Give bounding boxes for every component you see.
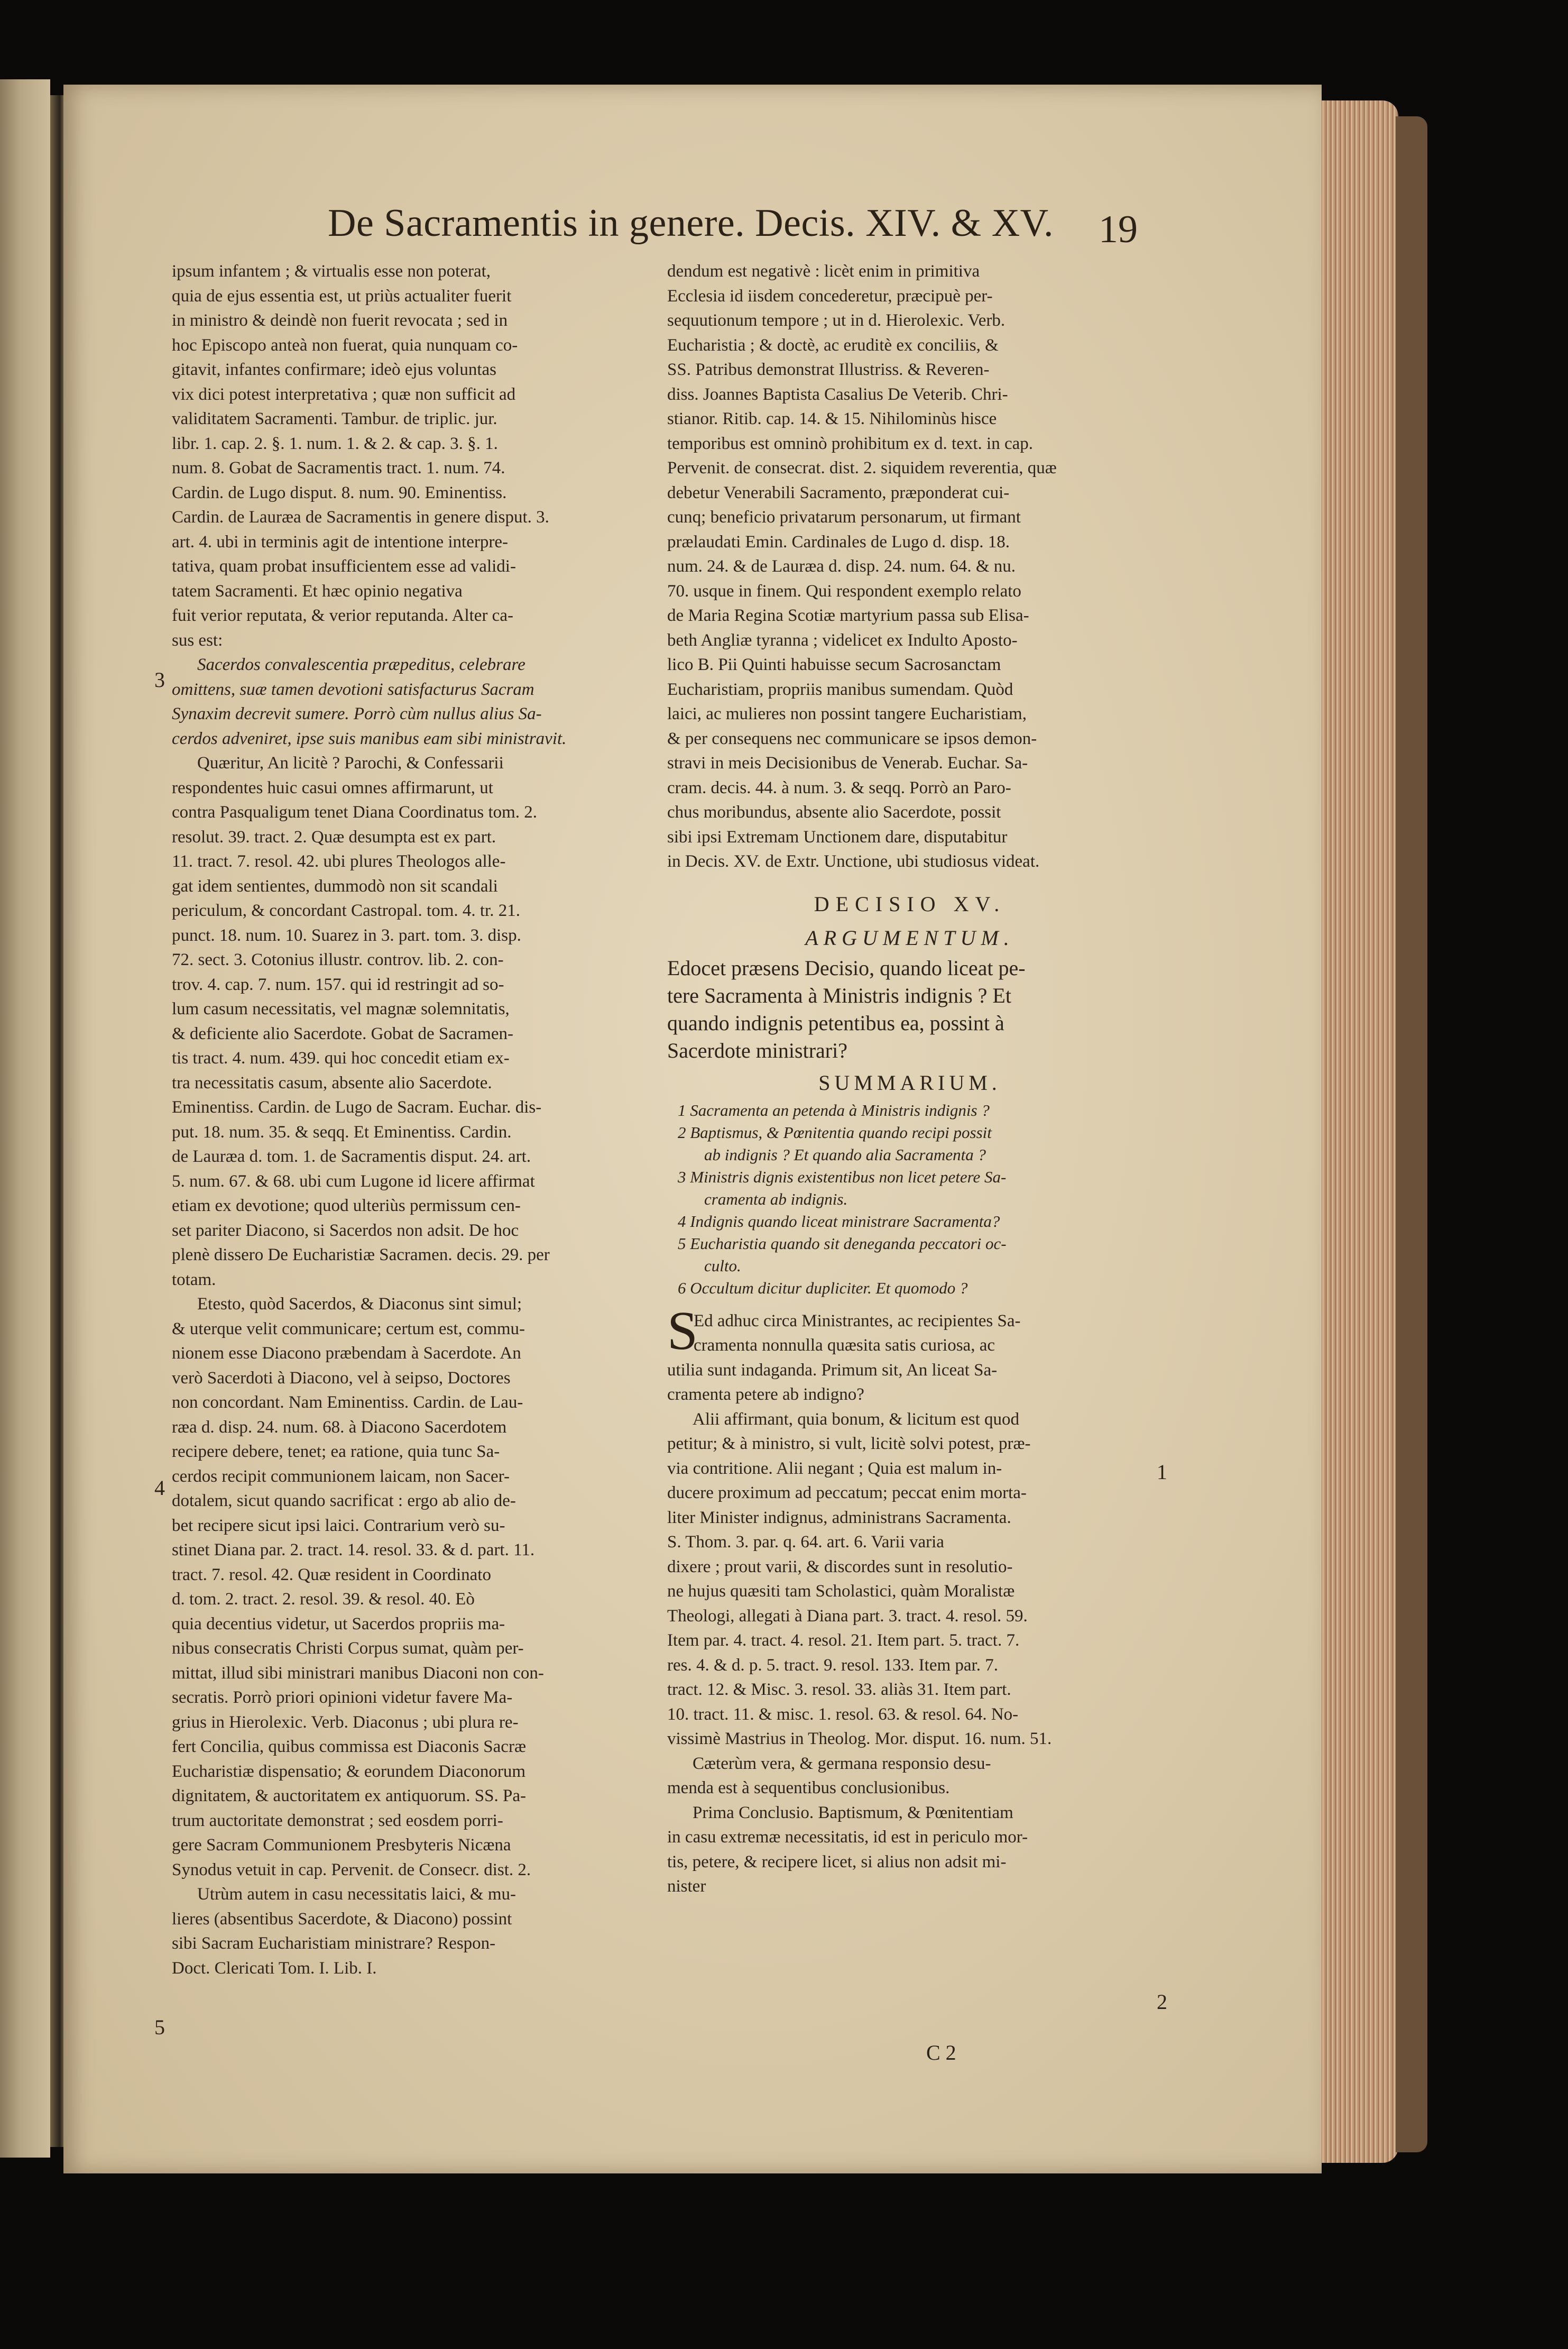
right-column-line: SS. Patribus demonstrat Illustriss. & Reveren- [667, 360, 990, 379]
right-column-line: menda est à sequentibus conclusionibus. [667, 1778, 950, 1797]
argumentum-line: Sacerdote ministrari? [667, 1038, 847, 1062]
left-column-line: Synodus vetuit in cap. Pervenit. de Consecr. dist. 2. [172, 1860, 531, 1879]
right-column [667, 259, 1152, 1899]
right-column-line: 70. usque in finem. Qui respondent exemplo relato [667, 581, 1021, 601]
left-column-line: Eminentiss. Cardin. de Lugo de Sacram. Euchar. dis- [172, 1098, 542, 1117]
left-column-line: ræa d. disp. 24. num. 68. à Diacono Sacerdotem [172, 1417, 507, 1437]
left-column-line: 72. sect. 3. Cotonius illustr. controv. lib. 2. con- [172, 950, 504, 969]
left-column-line: validitatem Sacramenti. Tambur. de triplic. jur. [172, 409, 497, 428]
summarium-heading: SUMMARIUM. [818, 1070, 1001, 1095]
right-column-line: prælaudati Emin. Cardinales de Lugo d. disp. 18. [667, 532, 1010, 552]
summarium-item: cramenta ab indignis. [704, 1189, 848, 1208]
page-block-edges [1319, 100, 1398, 2163]
left-column-line: respondentes huic casui omnes affirmarunt, ut [172, 778, 493, 797]
left-column-line: punct. 18. num. 10. Suarez in 3. part. tom. 3. disp. [172, 925, 521, 945]
left-column-line: periculum, & concordant Castropal. tom. 4. tr. 21. [172, 901, 520, 920]
left-column-line: plenè dissero De Eucharistiæ Sacramen. decis. 29. per [172, 1245, 550, 1264]
body-opening [667, 1300, 1152, 1361]
right-column-line: Eucharistiam, propriis manibus sumendam. Quòd [667, 680, 1013, 699]
left-column-line: trov. 4. cap. 7. num. 157. qui id restringit ad so- [172, 975, 504, 994]
right-column-line: Ecclesia id iisdem concederetur, præcipuè per- [667, 286, 993, 306]
right-column-line: Alii affirmant, quia bonum, & licitum est quod [693, 1409, 1020, 1429]
right-column-line: dendum est negativè : licèt enim in primitiva [667, 262, 980, 281]
left-column-line: cerdos adveniret, ipse suis manibus eam sibi ministravit. [172, 729, 567, 748]
body-first-lines [694, 1309, 1152, 1358]
summarium-item: 6 Occultum dicitur dupliciter. Et quomodo ? [678, 1278, 968, 1297]
right-column-line: temporibus est omninò prohibitum ex d. text. in cap. [667, 434, 1033, 453]
left-column-line: & deficiente alio Sacerdote. Gobat de Sacramen- [172, 1024, 513, 1043]
right-column-line: in casu extremæ necessitatis, id est in periculo mor- [667, 1828, 1028, 1847]
right-column-line: stianor. Ritib. cap. 14. & 15. Nihilominùs hisce [667, 409, 997, 428]
page-number: 19 [1099, 208, 1138, 251]
signature-mark: C 2 [926, 2041, 956, 2064]
left-column-line: lieres (absentibus Sacerdote, & Diacono) possint [172, 1909, 512, 1929]
left-column-line: Synaxim decrevit sumere. Porrò cùm nullus alius Sa- [172, 704, 542, 723]
left-column-line: tra necessitatis casum, absente alio Sacerdote. [172, 1073, 492, 1093]
right-column-line: cunq; beneficio privatarum personarum, ut firmant [667, 508, 1021, 527]
right-column-line: res. 4. & d. p. 5. tract. 9. resol. 133. Item par. 7. [667, 1655, 998, 1675]
left-column-line: non concordant. Nam Eminentiss. Cardin. de Lau- [172, 1393, 523, 1412]
left-column-line: omittens, suæ tamen devotioni satisfacturus Sacram [172, 680, 534, 699]
right-column-line: S. Thom. 3. par. q. 64. art. 6. Varii varia [667, 1533, 944, 1552]
left-column-line: in ministro & deindè non fuerit revocata ; sed in [172, 311, 508, 330]
right-column-line: de Maria Regina Scotiæ martyrium passa sub Elisa- [667, 606, 1029, 625]
left-column-line: libr. 1. cap. 2. §. 1. num. 1. & 2. & cap. 3. §. 1. [172, 434, 498, 453]
left-column-line: dignitatem, & auctoritatem ex antiquorum. SS. Pa- [172, 1786, 526, 1805]
left-column-line: tatem Sacramenti. Et hæc opinio negativa [172, 581, 463, 601]
body-first-line: Ed adhuc circa Ministrantes, ac recipientes Sa- [694, 1311, 1021, 1331]
right-column-line: cram. decis. 44. à num. 3. & seqq. Porrò an Paro- [667, 778, 1011, 797]
left-column [172, 259, 685, 1980]
left-column-line: Doct. Clericati Tom. I. Lib. I. [172, 1958, 377, 1978]
right-column-line: sibi ipsi Extremam Unctionem dare, disputabitur [667, 827, 1008, 847]
summarium-item: 4 Indignis quando liceat ministrare Sacramenta? [678, 1212, 1000, 1231]
right-column-line: dixere ; prout varii, & discordes sunt in resolutio- [667, 1557, 1013, 1576]
left-column-line: vix dici potest interpretativa ; quæ non sufficit ad [172, 384, 516, 404]
left-column-line: tativa, quam probat insufficientem esse ad validi- [172, 557, 516, 576]
left-column-line: de Lauræa d. tom. 1. de Sacramentis disput. 24. art. [172, 1147, 531, 1166]
right-column-line: & per consequens nec communicare se ipsos demon- [667, 729, 1037, 748]
left-column-line: sus est: [172, 630, 223, 650]
left-column-line: hoc Episcopo anteà non fuerat, quia nunquam co- [172, 335, 518, 355]
left-column-line: gere Sacram Communionem Presbyteris Nicæna [172, 1836, 511, 1855]
margin-number-4: 4 [154, 1476, 165, 1500]
left-column-line: sibi Sacram Eucharistiam ministrare? Respon- [172, 1934, 496, 1953]
left-column-line: trum auctoritate demonstrat ; sed eosdem porri- [172, 1811, 503, 1830]
right-column-line: in Decis. XV. de Extr. Unctione, ubi studiosus videat. [667, 852, 1040, 871]
right-column-line: lico B. Pii Quinti habuisse secum Sacrosanctam [667, 655, 1001, 674]
left-column-line: gitavit, infantes confirmare; ideò ejus voluntas [172, 360, 496, 379]
argumentum-line: Edocet præsens Decisio, quando liceat pe- [667, 956, 1026, 980]
left-column-line: mittat, illud sibi ministrari manibus Diaconi non con- [172, 1663, 544, 1683]
right-column-line: ducere proximum ad peccatum; peccat enim morta- [667, 1483, 1027, 1502]
right-column-line: Eucharistia ; & doctè, ac eruditè ex conciliis, & [667, 335, 999, 355]
right-column-line: stravi in meis Decisionibus de Venerab. Euchar. Sa- [667, 754, 1028, 773]
left-column-line: dotalem, sicut quando sacrificat : ergo ab alio de- [172, 1491, 516, 1510]
left-column-line: cerdos recipit communionem laicam, non Sacer- [172, 1466, 510, 1486]
right-column-line: Pervenit. de consecrat. dist. 2. siquidem reverentia, quæ [667, 458, 1057, 478]
left-column-line: Quæritur, An licitè ? Parochi, & Confessarii [197, 754, 504, 773]
right-column-line: Cæterùm vera, & germana responsio desu- [693, 1754, 991, 1773]
right-column-line: 10. tract. 11. & misc. 1. resol. 63. & resol. 64. No- [667, 1704, 1019, 1724]
left-column-line: Etesto, quòd Sacerdos, & Diaconus sint simul; [197, 1295, 522, 1314]
left-column-line: quia decentius videtur, ut Sacerdos propriis ma- [172, 1614, 505, 1634]
margin-number-2: 2 [1157, 1990, 1167, 2014]
right-column-line: debetur Venerabili Sacramento, præponderat cui- [667, 483, 1010, 502]
left-column-line: 11. tract. 7. resol. 42. ubi plures Theologos alle- [172, 852, 506, 871]
left-column-line: Utrùm autem in casu necessitatis laici, & mu- [197, 1885, 516, 1904]
right-column-line: tract. 12. & Misc. 3. resol. 33. aliàs 31. Item part. [667, 1680, 1011, 1699]
facing-page-edge [0, 79, 50, 2158]
right-column-line: utilia sunt indaganda. Primum sit, An liceat Sa- [667, 1360, 998, 1380]
margin-number-5: 5 [154, 2015, 165, 2039]
left-column-line: etiam ex devotione; quod ulteriùs permissum cen- [172, 1196, 521, 1215]
left-column-line: ipsum infantem ; & virtualis esse non poterat, [172, 262, 491, 281]
left-column-line: nionem esse Diacono præbendam à Sacerdote. An [172, 1344, 521, 1363]
decisio-heading: DECISIO XV. [814, 892, 1006, 916]
left-column-line: fuit verior reputata, & verior reputanda. Alter ca- [172, 606, 513, 625]
left-column-line: d. tom. 2. tract. 2. resol. 39. & resol. 40. Eò [172, 1590, 475, 1609]
margin-number-1: 1 [1157, 1460, 1167, 1484]
summarium-item: 2 Baptismus, & Pœnitentia quando recipi possit [678, 1123, 992, 1142]
right-column-line: petitur; & à ministro, si vult, licitè solvi potest, præ- [667, 1434, 1031, 1453]
right-column-line: ne hujus quæsiti tam Scholastici, quàm Moralistæ [667, 1582, 1015, 1601]
right-column-body-text [667, 1358, 1152, 1899]
left-column-line: lum casum necessitatis, vel magnæ solemnitatis, [172, 999, 510, 1018]
right-column-line: liter Minister indignus, administrans Sacramenta. [667, 1508, 1011, 1527]
left-column-line: put. 18. num. 35. & seqq. Et Eminentiss. Cardin. [172, 1122, 512, 1142]
left-column-line: set pariter Diacono, si Sacerdos non adsit. De hoc [172, 1221, 519, 1240]
left-column-line: recipere debere, tenet; ea ratione, quia tunc Sa- [172, 1442, 500, 1461]
left-column-line: 5. num. 67. & 68. ubi cum Lugone id licere affirmat [172, 1171, 535, 1191]
left-column-line: nibus consecratis Christi Corpus sumat, quàm per- [172, 1639, 524, 1658]
left-column-line: quia de ejus essentia est, ut priùs actualiter fuerit [172, 286, 512, 306]
left-column-line: Cardin. de Lauræa de Sacramentis in genere disput. 3. [172, 508, 549, 527]
left-column-line: stinet Diana par. 2. tract. 14. resol. 33. & d. part. 11. [172, 1540, 535, 1559]
left-column-line: tis tract. 4. num. 439. qui hoc concedit etiam ex- [172, 1049, 510, 1068]
argumentum-text [667, 955, 1152, 1065]
left-column-line: num. 8. Gobat de Sacramentis tract. 1. num. 74. [172, 458, 505, 478]
right-column-line: cramenta petere ab indigno? [667, 1385, 864, 1404]
left-column-line: secratis. Porrò priori opinioni videtur favere Ma- [172, 1688, 513, 1707]
body-first-line: cramenta nonnulla quæsita satis curiosa, ac [694, 1336, 995, 1355]
right-column-line: vissimè Mastrius in Theolog. Mor. disput. 16. num. 51. [667, 1729, 1052, 1748]
summarium-item: ab indignis ? Et quando alia Sacramenta ? [704, 1145, 986, 1164]
summarium-item: culto. [704, 1256, 741, 1275]
argumentum-line: quando indignis petentibus ea, possint à [667, 1011, 1004, 1035]
margin-number-3: 3 [154, 668, 165, 692]
left-column-line: totam. [172, 1270, 216, 1289]
left-column-line: grius in Hierolexic. Verb. Diaconus ; ubi plura re- [172, 1712, 519, 1732]
right-column-line: beth Angliæ tyranna ; videlicet ex Indulto Aposto- [667, 630, 1018, 650]
left-column-line: art. 4. ubi in terminis agit de intentione interpre- [172, 532, 508, 552]
argumentum-heading: ARGUMENTUM. [805, 925, 1014, 950]
left-column-line: fert Concilia, quibus commissa est Diaconis Sacræ [172, 1737, 526, 1756]
right-column-line: via contritione. Alii negant ; Quia est malum in- [667, 1458, 1002, 1478]
summarium-list [667, 1099, 1152, 1299]
left-column-line: tract. 7. resol. 42. Quæ resident in Coordinato [172, 1565, 491, 1584]
left-column-line: verò Sacerdoti à Diacono, vel à seipso, Doctores [172, 1368, 511, 1388]
left-column-line: resolut. 39. tract. 2. Quæ desumpta est ex part. [172, 827, 496, 847]
left-column-line: Sacerdos convalescentia præpeditus, celebrare [197, 655, 525, 674]
right-column-line: num. 24. & de Lauræa d. disp. 24. num. 64. & nu. [667, 557, 1016, 576]
left-column-line: bet recipere sicut ipsi laici. Contrarium verò su- [172, 1516, 505, 1535]
summarium-item: 1 Sacramenta an petenda à Ministris indignis ? [678, 1100, 990, 1120]
left-column-line: & uterque velit communicare; certum est, commu- [172, 1319, 525, 1338]
right-column-line: Prima Conclusio. Baptismum, & Pœnitentiam [693, 1803, 1013, 1822]
right-column-line: Item par. 4. tract. 4. resol. 21. Item part. 5. tract. 7. [667, 1631, 1020, 1650]
left-column-line: gat idem sentientes, dummodò non sit scandali [172, 876, 498, 896]
argumentum-line: tere Sacramenta à Ministris indignis ? Et [667, 983, 1011, 1007]
right-column-line: Theologi, allegati à Diana part. 3. tract. 4. resol. 59. [667, 1606, 1028, 1626]
right-column-line: chus moribundus, absente alio Sacerdote, possit [667, 803, 1001, 822]
book-cover-edge [1396, 116, 1427, 2152]
left-column-line: Cardin. de Lugo disput. 8. num. 90. Eminentiss. [172, 483, 507, 502]
right-column-line: sequutionum tempore ; ut in d. Hierolexic. Verb. [667, 311, 1006, 330]
summarium-item: 3 Ministris dignis existentibus non licet petere Sa- [678, 1167, 1007, 1186]
left-column-line: contra Pasqualigum tenet Diana Coordinatus tom. 2. [172, 803, 538, 822]
right-column-line: laici, ac mulieres non possint tangere Eucharistiam, [667, 704, 1027, 723]
running-head: De Sacramentis in genere. Decis. XIV. & XV. [328, 201, 1054, 245]
right-column-line: tis, petere, & recipere licet, si alius non adsit mi- [667, 1852, 1007, 1871]
drop-cap: S [667, 1300, 698, 1361]
right-column-line: nister [667, 1877, 706, 1896]
right-column-top-text [667, 259, 1152, 874]
left-column-line: Eucharistiæ dispensatio; & eorundem Diaconorum [172, 1761, 526, 1781]
summarium-item: 5 Eucharistia quando sit deneganda peccatori oc- [678, 1234, 1007, 1253]
right-column-line: diss. Joannes Baptista Casalius De Veterib. Chri- [667, 384, 1008, 404]
